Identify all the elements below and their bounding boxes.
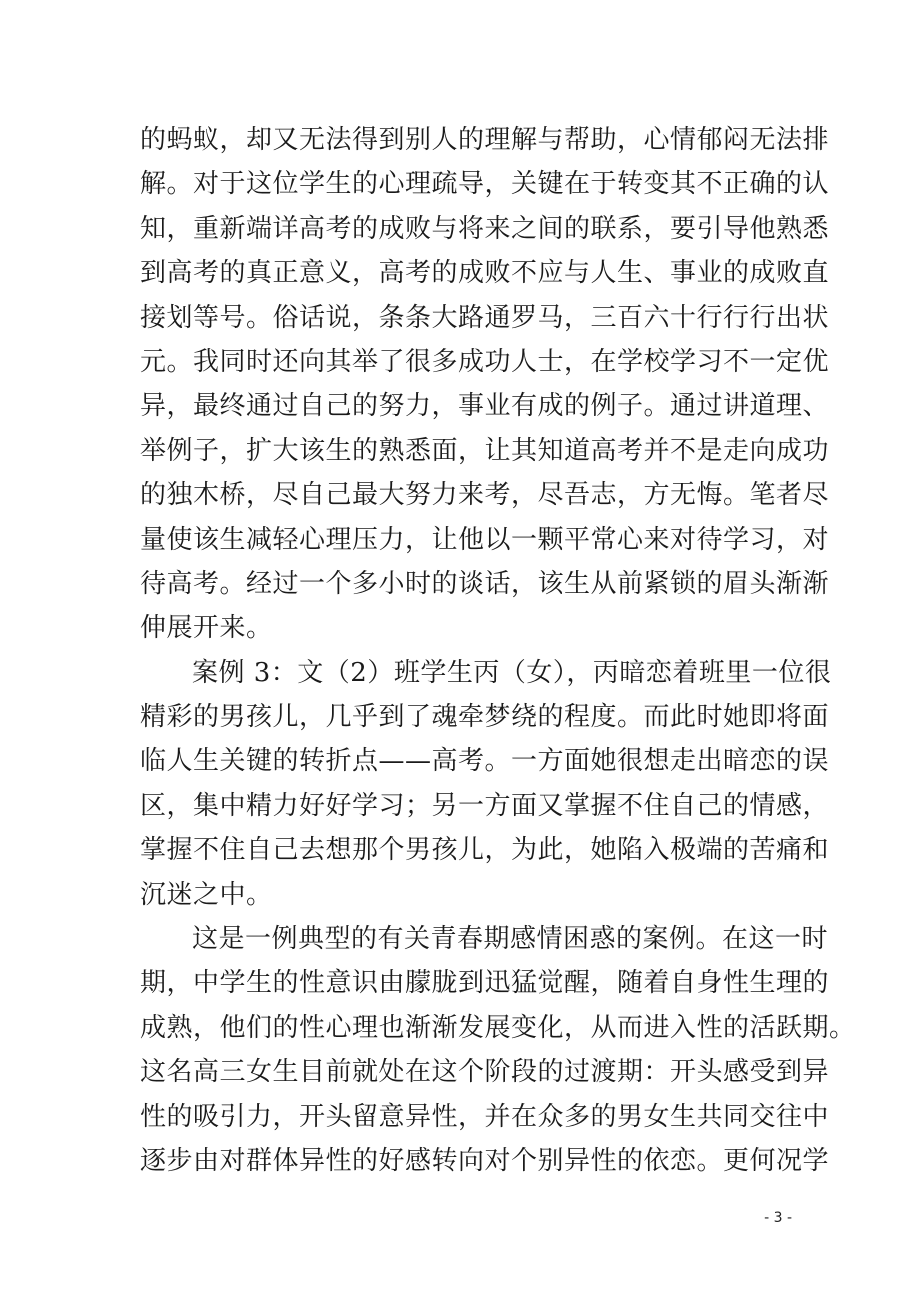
text-line: 解。对于这位学生的心理疏导，关键在于转变其不正确的认 bbox=[140, 169, 830, 200]
text-line: 的蚂蚁，却又无法得到别人的理解与帮助，心情郁闷无法排 bbox=[140, 125, 830, 155]
text-line: 的独木桥，尽自己最大努力来考，尽吾志，方无悔。笔者尽 bbox=[140, 480, 830, 511]
text-line: 案例 3：文（2）班学生丙（女），丙暗恋着班里一位很 bbox=[192, 657, 832, 688]
text-line: 性的吸引力，开头留意异性，并在众多的男女生共同交往中 bbox=[140, 1101, 830, 1132]
text-line: 元。我同时还向其举了很多成功人士，在学校学习不一定优 bbox=[140, 346, 830, 377]
text-line: 这名高三女生目前就处在这个阶段的过渡期：开头感受到异 bbox=[140, 1057, 830, 1088]
text-line: 举例子，扩大该生的熟悉面，让其知道高考并不是走向成功 bbox=[140, 435, 830, 466]
paragraph bbox=[140, 118, 830, 651]
text-line: 这是一例典型的有关青春期感情困惑的案例。在这一时 bbox=[192, 924, 829, 955]
text-line: 沉迷之中。 bbox=[140, 879, 273, 910]
page-number: - 3 - bbox=[764, 1210, 792, 1226]
paragraph bbox=[140, 651, 832, 917]
text-line: 异，最终通过自己的努力，事业有成的例子。通过讲道理、 bbox=[140, 391, 830, 422]
text-line: 接划等号。俗话说，条条大路通罗马，三百六十行行行出状 bbox=[140, 302, 830, 333]
paragraph bbox=[140, 917, 856, 1183]
text-line: 成熟，他们的性心理也渐渐发展变化，从而进入性的活跃期。 bbox=[140, 1012, 856, 1043]
text-line: 量使该生减轻心理压力，让他以一颗平常心来对待学习，对 bbox=[140, 524, 830, 555]
text-line: 掌握不住自己去想那个男孩儿，为此，她陷入极端的苦痛和 bbox=[140, 835, 830, 866]
text-line: 期，中学生的性意识由朦胧到迅猛觉醒，随着自身性生理的 bbox=[140, 968, 830, 999]
text-line: 知，重新端详高考的成败与将来之间的联系，要引导他熟悉 bbox=[140, 213, 830, 244]
text-line: 临人生关键的转折点——高考。一方面她很想走出暗恋的误 bbox=[140, 746, 830, 777]
text-line: 精彩的男孩儿，几乎到了魂牵梦绕的程度。而此时她即将面 bbox=[140, 702, 830, 733]
text-line: 伸展开来。 bbox=[140, 613, 273, 644]
text-line: 区，集中精力好好学习；另一方面又掌握不住自己的情感， bbox=[140, 790, 830, 821]
text-line: 逐步由对群体异性的好感转向对个别异性的依恋。更何况学 bbox=[140, 1145, 830, 1176]
text-line: 待高考。经过一个多小时的谈话，该生从前紧锁的眉头渐渐 bbox=[140, 568, 830, 599]
text-line: 到高考的真正意义，高考的成败不应与人生、事业的成败直 bbox=[140, 258, 830, 289]
body-text bbox=[140, 118, 856, 1183]
